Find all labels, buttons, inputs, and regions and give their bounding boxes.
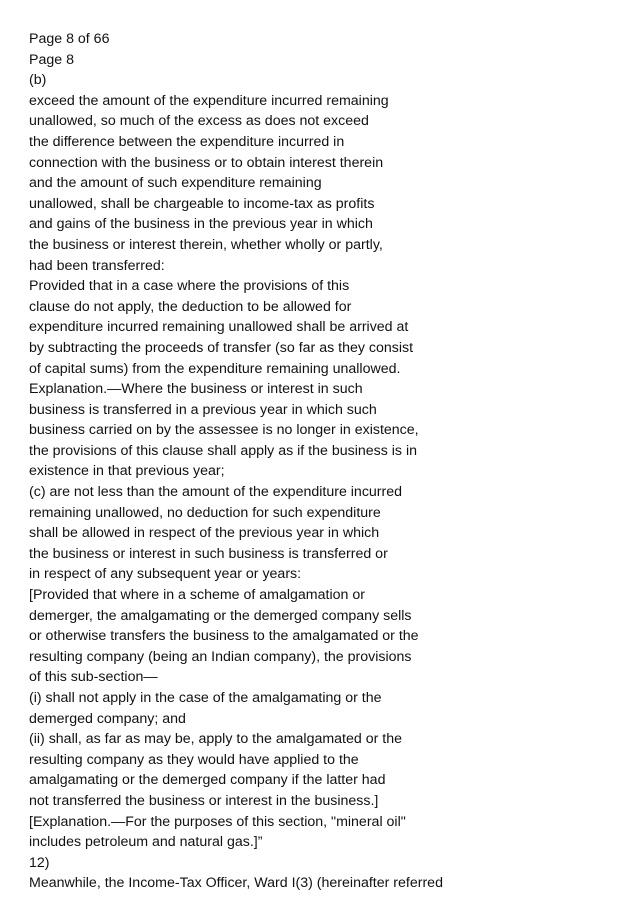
text-line: (ii) shall, as far as may be, apply to the amalgamated or the xyxy=(29,731,402,748)
text-line: expenditure incurred remaining unallowed shall be arrived at xyxy=(29,319,409,336)
text-line: of this sub-section— xyxy=(29,669,158,686)
text-line: (c) are not less than the amount of the expenditure incurred xyxy=(29,484,403,501)
text-line: [Provided that where in a scheme of amalgamation or xyxy=(29,587,365,604)
text-line: business carried on by the assessee is no longer in existence, xyxy=(29,422,419,439)
text-line: business is transferred in a previous year in which such xyxy=(29,401,377,418)
text-line: clause do not apply, the deduction to be allowed for xyxy=(29,298,352,315)
text-line: resulting company as they would have applied to the xyxy=(29,751,359,768)
text-line: resulting company (being an Indian company), the provisions xyxy=(29,648,412,665)
text-line: amalgamating or the demerged company if the latter had xyxy=(29,772,386,789)
text-line: and the amount of such expenditure remaining xyxy=(29,175,322,192)
text-line: the business or interest therein, whether wholly or partly, xyxy=(29,236,383,253)
text-line: includes petroleum and natural gas.]” xyxy=(29,834,263,851)
text-line: Meanwhile, the Income-Tax Officer, Ward I(3) (hereinafter referred xyxy=(29,875,443,892)
page-counter: Page 8 of 66 xyxy=(29,31,110,47)
text-line: had been transferred: xyxy=(29,257,165,274)
text-line: the business or interest in such business is transferred or xyxy=(29,545,388,562)
text-line: the difference between the expenditure incurred in xyxy=(29,133,345,150)
text-line: the provisions of this clause shall apply as if the business is in xyxy=(29,442,417,459)
text-line: [Explanation.—For the purposes of this section, "mineral oil" xyxy=(29,813,406,830)
text-line: exceed the amount of the expenditure incurred remaining xyxy=(29,92,389,109)
text-line: in respect of any subsequent year or years: xyxy=(29,566,302,583)
text-line: demerger, the amalgamating or the demerged company sells xyxy=(29,607,412,624)
text-line: (b) xyxy=(29,72,47,89)
text-line: not transferred the business or interest in the business.] xyxy=(29,792,379,809)
text-line: unallowed, so much of the excess as does not exceed xyxy=(29,113,369,130)
text-line: of capital sums) from the expenditure remaining unallowed. xyxy=(29,360,401,377)
text-line: shall be allowed in respect of the previous year in which xyxy=(29,525,380,542)
document-page xyxy=(29,29,629,894)
text-line: and gains of the business in the previous year in which xyxy=(29,216,373,233)
page-label: Page 8 xyxy=(29,51,74,68)
text-line: existence in that previous year; xyxy=(29,463,225,480)
text-line: connection with the business or to obtain interest therein xyxy=(29,154,384,171)
text-line: or otherwise transfers the business to the amalgamated or the xyxy=(29,628,419,645)
text-line: remaining unallowed, no deduction for such expenditure xyxy=(29,504,381,521)
text-line: Provided that in a case where the provisions of this xyxy=(29,278,350,295)
text-line: unallowed, shall be chargeable to income-tax as profits xyxy=(29,195,375,212)
paragraph-number: 12) xyxy=(29,854,50,871)
text-line: demerged company; and xyxy=(29,710,186,727)
text-line: (i) shall not apply in the case of the amalgamating or the xyxy=(29,690,382,706)
text-line: Explanation.—Where the business or interest in such xyxy=(29,381,363,398)
text-line: by subtracting the proceeds of transfer (so far as they consist xyxy=(29,339,414,356)
